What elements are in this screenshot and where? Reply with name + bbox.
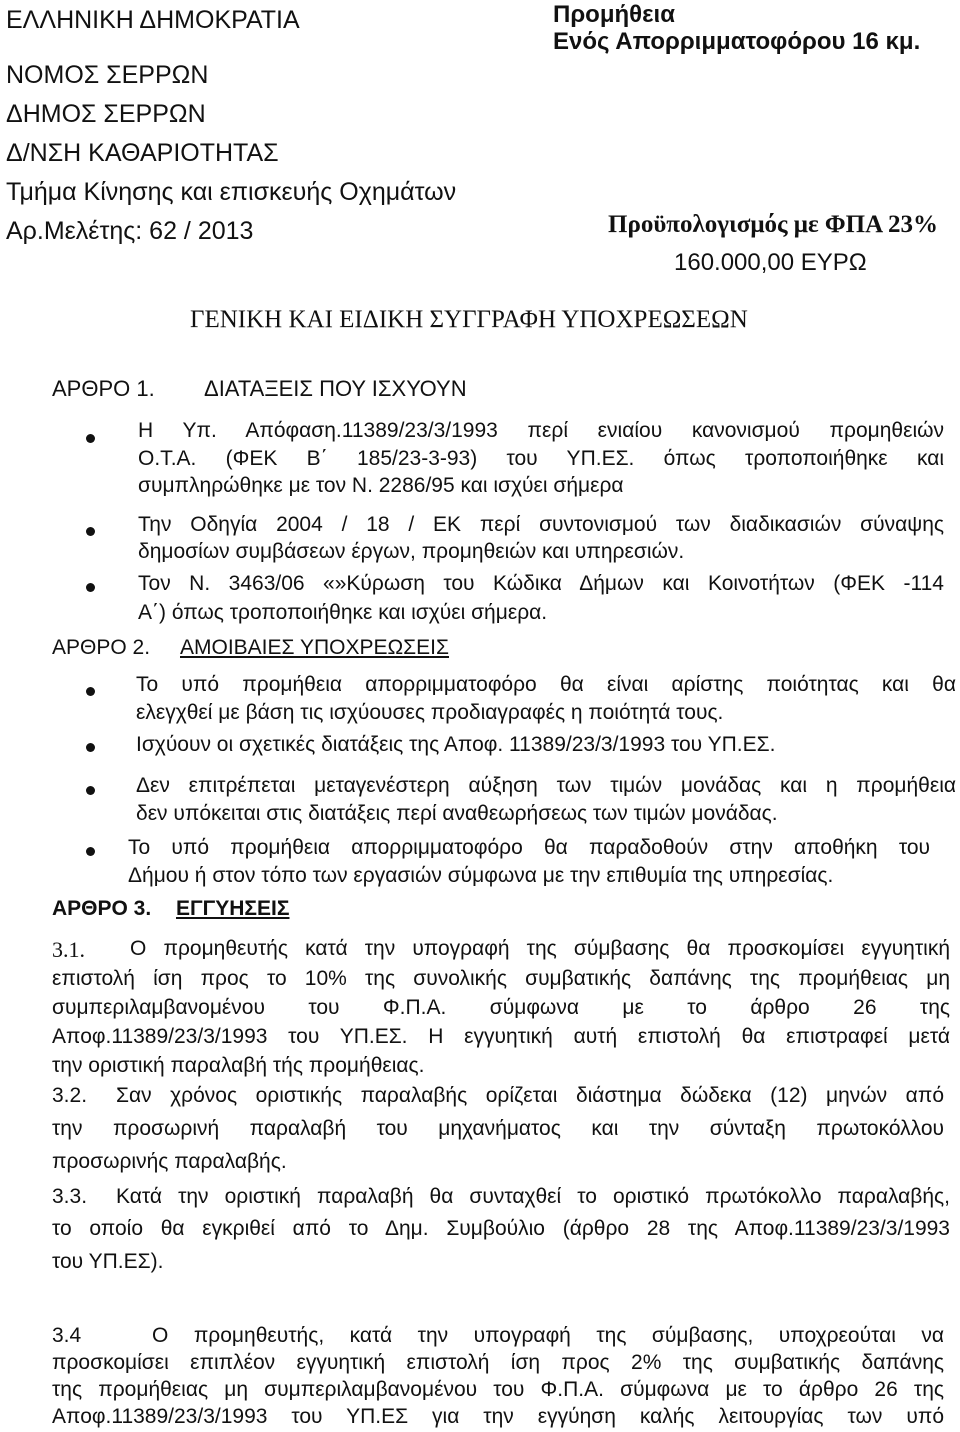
paragraph-3-3-line3: του ΥΠ.ΕΣ). [52,1250,164,1273]
article-1-number: ΑΡΘΡΟ 1. [52,376,155,401]
prefecture-name: ΝΟΜΟΣ ΣΕΡΡΩΝ [6,61,209,89]
country-name: ΕΛΛΗΝΙΚΗ ΔΗΜΟΚΡΑΤΙΑ [6,6,300,34]
art1-item1-line1: Η Υπ. Απόφαση.11389/23/3/1993 περί ενιαίου κανονισμού προμηθειών [138,419,944,442]
supply-label: Προμήθεια [553,1,675,28]
supply-subject: Ενός Απορριμματοφόρου 16 κμ. [553,28,921,55]
paragraph-3-1-line4: Αποφ.11389/23/3/1993 του ΥΠ.ΕΣ. Η εγγυητική αυτή επιστολή θα επιστραφεί μετά [52,1025,950,1048]
art2-item3-line2: δεν υπόκειται στις διατάξεις περί αναθεωρήσεως των τιμών μονάδας. [136,802,778,825]
art1-item2-line1: Την Οδηγία 2004 / 18 / ΕΚ περί συντονισμού των διαδικασιών σύναψης [138,513,944,536]
paragraph-3-4-line2: προσκομίσει επιπλέον εγγυητική επιστολή ίση προς 2% της συμβατικής δαπάνης [52,1351,944,1374]
paragraph-3-3-number: 3.3. [52,1185,88,1208]
art2-item2-line1: Ισχύουν οι σχετικές διατάξεις της Αποφ. 11389/23/3/1993 του ΥΠ.ΕΣ. [136,733,776,756]
art1-item2-line2: δημοσίων συμβάσεων έργων, προμηθειών και υπηρεσιών. [138,540,685,563]
department-name: Τμήμα Κίνησης και επισκευής Οχημάτων [6,178,457,206]
art2-item1-line1: Το υπό προμήθεια απορριμματοφόρο θα είναι αρίστης ποιότητας και θα [136,673,956,696]
paragraph-3-4-line4: Αποφ.11389/23/3/1993 του ΥΠ.ΕΣ για την εγγύηση καλής λειτουργίας των υπό [52,1405,944,1428]
study-number: Αρ.Μελέτης: 62 / 2013 [6,217,254,245]
bullet-icon [86,583,95,592]
art2-item1-line2: ελεγχθεί με βάση τις ισχύουσες προδιαγραφές η ποιότητά τους. [136,701,724,724]
paragraph-3-1-line3: συμπεριλαμβανομένου του Φ.Π.Α. σύμφωνα με το άρθρο 26 της [52,996,950,1019]
art1-item1-line2: Ο.Τ.Α. (ΦΕΚ Β΄ 185/23-3-93) του ΥΠ.ΕΣ. όπως τροποποιήθηκε και [138,447,944,470]
paragraph-3-4-number: 3.4 [52,1324,82,1347]
paragraph-3-1-line2: επιστολή ίση προς το 10% της συνολικής συμβατικής δαπάνης της προμήθειας μη [52,967,950,990]
bullet-icon [86,847,95,856]
article-2-number: ΑΡΘΡΟ 2. [52,636,151,659]
article-3-number: ΑΡΘΡΟ 3. [52,897,152,920]
article-2-title: ΑΜΟΙΒΑΙΕΣ ΥΠΟΧΡΕΩΣΕΙΣ [180,636,449,659]
bullet-icon [86,527,95,536]
paragraph-3-4-line3: της προμήθειας μη συμπεριλαμβανομένου του Φ.Π.Α. σύμφωνα με το άρθρο 26 της [52,1378,944,1401]
paragraph-3-2-line3: προσωρινής παραλαβής. [52,1150,287,1173]
paragraph-3-3-line1: Κατά την οριστική παραλαβή θα συνταχθεί το οριστικό πρωτόκολλο παραλαβής, [116,1185,950,1208]
art2-item3-line1: Δεν επιτρέπεται μεταγενέστερη αύξηση των τιμών μονάδας και η προμήθεια [136,774,956,797]
budget-label: Προϋπολογισμός με ΦΠΑ 23% [608,211,938,238]
art1-item3-line2: Α΄) όπως τροποποιήθηκε και ισχύει σήμερα. [138,601,548,624]
article-3-title: ΕΓΓΥΗΣΕΙΣ [176,897,290,920]
paragraph-3-2-line1: Σαν χρόνος οριστικής παραλαβής ορίζεται διάστημα δώδεκα (12) μηνών από [116,1084,944,1107]
bullet-icon [86,434,95,443]
art2-item4-line2: Δήμου ή στον τόπο των εργασιών σύμφωνα με την επιθυμία της υπηρεσίας. [128,864,834,887]
bullet-icon [86,786,95,795]
directorate-name: Δ/ΝΣΗ ΚΑΘΑΡΙΟΤΗΤΑΣ [6,139,279,167]
art1-item3-line1: Τον Ν. 3463/06 «»Κύρωση του Κώδικα Δήμων και Κοινοτήτων (ΦΕΚ -114 [138,572,944,595]
municipality-name: ΔΗΜΟΣ ΣΕΡΡΩΝ [6,100,206,128]
bullet-icon [86,687,95,696]
paragraph-3-2-line2: την προσωρινή παραλαβή του μηχανήματος και την σύνταξη πρωτοκόλλου [52,1117,944,1140]
budget-value: 160.000,00 ΕΥΡΩ [674,249,867,276]
paragraph-3-1-line5: την οριστική παραλαβή τής προμήθειας. [52,1054,425,1077]
main-title: ΓΕΝΙΚΗ ΚΑΙ ΕΙΔΙΚΗ ΣΥΓΓΡΑΦΗ ΥΠΟΧΡΕΩΣΕΩΝ [190,306,748,333]
paragraph-3-2-number: 3.2. [52,1084,88,1107]
bullet-icon [86,743,95,752]
art2-item4-line1: Το υπό προμήθεια απορριμματοφόρο θα παραδοθούν στην αποθήκη του [128,836,930,859]
article-1-title: ΔΙΑΤΑΞΕΙΣ ΠΟΥ ΙΣΧΥΟΥΝ [204,376,467,401]
paragraph-3-4-line1: Ο προμηθευτής, κατά την υπογραφή της σύμβασης, υποχρεούται να [152,1324,944,1347]
paragraph-3-3-line2: το οποίο θα εγκριθεί από το Δημ. Συμβούλιο (άρθρο 28 της Αποφ.11389/23/3/1993 [52,1217,950,1240]
paragraph-3-1-line1: Ο προμηθευτής κατά την υπογραφή της σύμβασης θα προσκομίσει εγγυητική [130,937,950,960]
paragraph-3-1-number: 3.1. [52,937,85,962]
art1-item1-line3: συμπληρώθηκε με τον Ν. 2286/95 και ισχύει σήμερα [138,474,624,497]
